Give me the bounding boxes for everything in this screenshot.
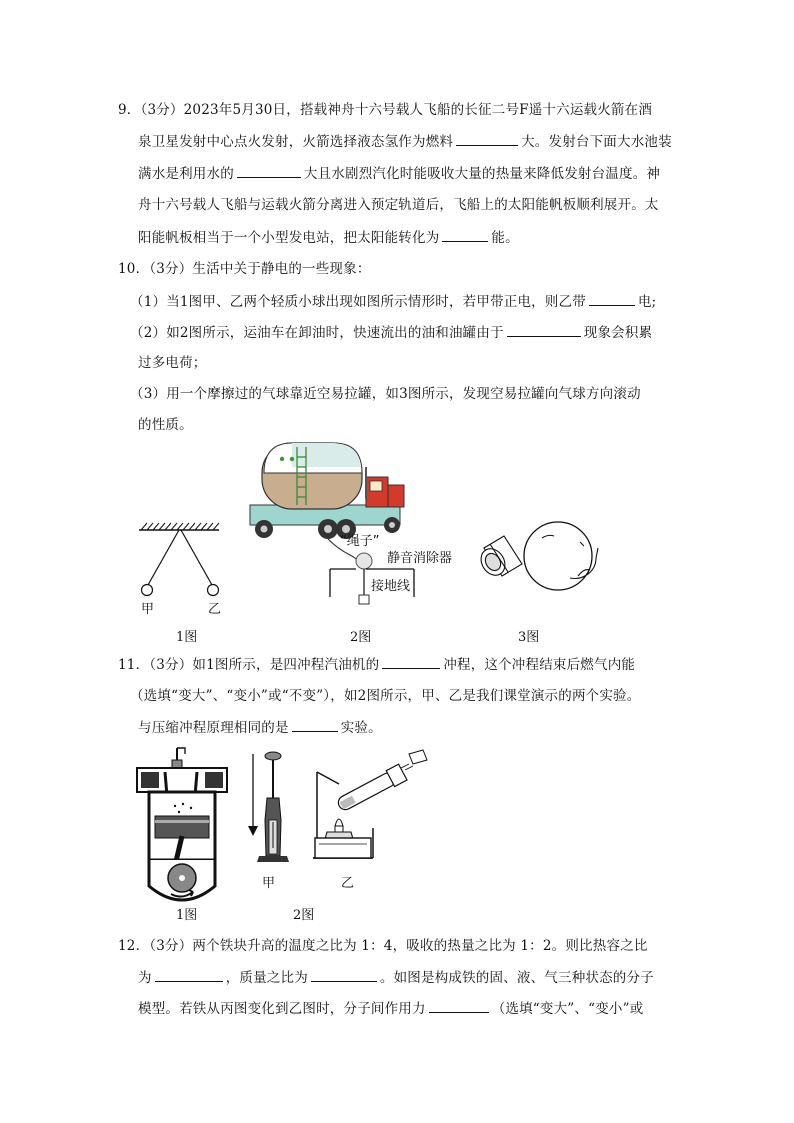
figure-caption: 2图 xyxy=(350,630,372,645)
answer-blank[interactable] xyxy=(311,967,377,982)
q10-sub-2: （2）如2图所示，运油车在卸油时，快速流出的油和油罐由于 现象会积累 xyxy=(130,322,652,343)
q10-line-1: 10．（3分）生活中关于静电的一些现象： xyxy=(118,261,371,277)
q11-line-1: 11．（3分）如1图所示，是四冲程汽油机的 冲程，这个冲程结束后燃气内能 xyxy=(118,654,635,675)
figure-caption: 2图 xyxy=(293,908,315,923)
answer-blank[interactable] xyxy=(507,322,581,337)
figure-caption: 1图 xyxy=(176,630,198,645)
answer-blank[interactable] xyxy=(237,163,301,178)
answer-blank[interactable] xyxy=(155,967,223,982)
q11-line-2: （选填“变大”、“变小”或“不变”），如2图所示，甲、乙是我们课堂演示的两个实验。 xyxy=(130,688,641,704)
answer-blank[interactable] xyxy=(589,291,635,306)
q9-line-3: 满水是利用水的 大且水剧烈汽化时能吸收大量的热量来降低发射台温度。神 xyxy=(138,163,660,184)
balloon-can-figure xyxy=(470,518,605,618)
answer-blank[interactable] xyxy=(442,227,488,242)
engine-cylinder-figure xyxy=(135,746,245,906)
label-jia: 甲 xyxy=(141,602,155,617)
figure-caption: 3图 xyxy=(518,630,540,645)
ball-jia xyxy=(142,585,153,596)
q12-line-3: 模型。若铁从丙图变化到乙图时，分子间作用力 （选填“变大”、“变小”或 xyxy=(138,998,643,1019)
q9-line-5: 阳能帆板相当于一个小型发电站，把太阳能转化为 能。 xyxy=(138,227,519,248)
label-yi: 乙 xyxy=(341,876,355,891)
q10-sub-3: （3）用一个摩擦过的气球靠近空易拉罐，如3图所示，发现空易拉罐向气球方向滚动 xyxy=(130,386,641,402)
label-jia: 甲 xyxy=(262,876,276,891)
answer-blank[interactable] xyxy=(292,717,338,732)
answer-blank[interactable] xyxy=(429,998,489,1013)
label-ground-wire: 接地线 xyxy=(371,579,411,594)
q10-sub-2-cont: 过多电荷； xyxy=(138,355,207,371)
q9-line-1: 9．（3分）2023年5月30日，搭载神舟十六号载人飞船的长征二号F遥十六运载火箭在酒 xyxy=(118,102,653,118)
test-tube-heating-figure xyxy=(305,748,430,873)
label-muffler: 静音消除器 xyxy=(387,551,453,566)
q12-line-2: 为 ，质量之比为 。如图是构成铁的固、液、气三种状态的分子 xyxy=(138,967,654,988)
label-rope: “绳子” xyxy=(340,534,380,549)
q9-line-4: 舟十六号载人飞船与运载火箭分离进入预定轨道后，飞船上的太阳能帆板顺利展开。太 xyxy=(138,197,659,213)
q10-sub-3-cont: 的性质。 xyxy=(138,417,193,433)
q10-sub-1: （1）当1图甲、乙两个轻质小球出现如图所示情形时，若甲带正电，则乙带 电; xyxy=(130,291,656,312)
ball-yi xyxy=(208,585,219,596)
label-yi: 乙 xyxy=(208,602,222,617)
q9-line-2: 泉卫星发射中心点火发射，火箭选择液态氢作为燃料 大。发射台下面大水池装 xyxy=(138,131,672,152)
compression-apparatus-figure xyxy=(245,750,295,874)
figure-caption: 1图 xyxy=(176,908,198,923)
q12-line-1: 12．（3分）两个铁块升高的温度之比为 1：4，吸收的热量之比为 1：2。则比热容之比 xyxy=(118,938,648,954)
answer-blank[interactable] xyxy=(382,654,440,669)
answer-blank[interactable] xyxy=(456,131,518,146)
q11-line-3: 与压缩冲程原理相同的是 实验。 xyxy=(138,717,382,738)
